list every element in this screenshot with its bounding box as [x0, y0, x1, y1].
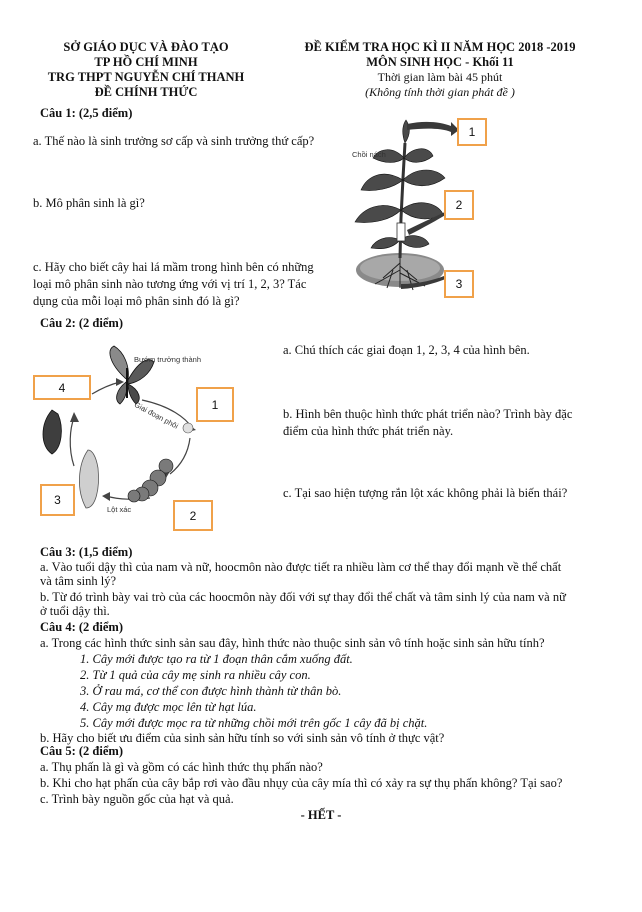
q4-part-b: b. Hãy cho biết ưu điểm của sinh sản hữu tính so với sinh sản vô tính ở thực vật?: [40, 731, 445, 745]
q3-part-a-line1: a. Vào tuổi dậy thì của nam và nữ, hoocmôn nào được tiết ra nhiều làm cơ thể thay đổi mạnh về thể chất: [40, 560, 562, 574]
q2-part-c: c. Tại sao hiện tượng rắn lột xác không phải là biến thái?: [283, 486, 568, 500]
q1-part-c-line3: dụng của mỗi loại mô phân sinh đó là gì?: [33, 294, 240, 308]
butterfly-adult-label: Bướm trưởng thành: [134, 355, 201, 364]
q4-item-5: 5. Cây mới được mọc ra từ những chồi mới trên gốc 1 cây đã bị chặt.: [80, 716, 428, 730]
q1-part-a: a. Thế nào là sinh trưởng sơ cấp và sinh trưởng thứ cấp?: [33, 134, 315, 148]
exam-title: ĐỀ KIỂM TRA HỌC KÌ II NĂM HỌC 2018 -2019: [304, 40, 576, 54]
q2-part-b-line1: b. Hình bên thuộc hình thức phát triển nào? Trình bày đặc: [283, 407, 573, 421]
q1-title: Câu 1: (2,5 điểm): [40, 106, 133, 120]
plant-box-1: 1: [457, 118, 487, 146]
q4-item-1: 1. Cây mới được tạo ra từ 1 đoạn thân cắm xuống đất.: [80, 652, 353, 666]
molting-label: Lột xác: [107, 505, 132, 514]
q4-item-4: 4. Cây mạ được mọc lên từ hạt lúa.: [80, 700, 257, 714]
q4-title: Câu 4: (2 điểm): [40, 620, 123, 634]
q5-part-a: a. Thụ phấn là gì và gồm có các hình thức thụ phấn nào?: [40, 760, 323, 774]
q3-part-a-line2: và tâm sinh lý?: [40, 574, 117, 588]
q1-part-c-line2: loại mô phân sinh nào tương ứng với vị trí 1, 2, 3? Tác: [33, 277, 307, 291]
exam-time: Thời gian làm bài 45 phút: [377, 70, 503, 84]
q2-title: Câu 2: (2 điểm): [40, 316, 123, 330]
q4-item-2: 2. Từ 1 quả của cây mẹ sinh ra nhiều cây con.: [80, 668, 311, 682]
q3-part-b-line2: ở tuổi dậy thì.: [40, 604, 110, 618]
cycle-box-1: 1: [196, 387, 234, 422]
q4-part-a: a. Trong các hình thức sinh sản sau đây, hình thức nào thuộc sinh sản vô tính hoặc sinh sản hữu tính?: [40, 636, 545, 650]
q5-title: Câu 5: (2 điểm): [40, 744, 123, 758]
q1-part-b: b. Mô phân sinh là gì?: [33, 196, 145, 210]
q2-part-a: a. Chú thích các giai đoạn 1, 2, 3, 4 của hình bên.: [283, 343, 530, 357]
school-department: SỞ GIÁO DỤC VÀ ĐÀO TẠO: [63, 40, 229, 54]
q5-part-b: b. Khi cho hạt phấn của cây bắp rơi vào đầu nhụy của cây mía thì có xảy ra sự thụ phấn không? Tại sao?: [40, 776, 563, 790]
exam-time-note: (Không tính thời gian phát đề ): [365, 85, 515, 99]
official-label: ĐỀ CHÍNH THỨC: [94, 85, 198, 99]
cycle-box-3: 3: [40, 484, 75, 516]
plant-box-2: 2: [444, 190, 474, 220]
embryo-stage-label: Giai đoạn phôi: [132, 400, 180, 431]
q3-title: Câu 3: (1,5 điểm): [40, 545, 133, 559]
cycle-box-2: 2: [173, 500, 213, 531]
q3-part-b-line1: b. Từ đó trình bày vai trò của các hoocmôn này đối với sự thay đổi thể chất và tâm sinh lý của nam và nữ: [40, 590, 566, 604]
exam-subject: MÔN SINH HỌC - Khối 11: [366, 55, 514, 69]
cycle-box-4: 4: [33, 375, 91, 400]
q5-part-c: c. Trình bày nguồn gốc của hạt và quả.: [40, 792, 234, 806]
plant-box-3: 3: [444, 270, 474, 298]
q2-part-b-line2: điểm của hình thức phát triển này.: [283, 424, 454, 438]
end-marker: - HẾT -: [300, 808, 342, 822]
q1-part-c-line1: c. Hãy cho biết cây hai lá mầm trong hình bên có những: [33, 260, 314, 274]
plant-bud-label: Chồi nách: [352, 150, 386, 159]
school-city: TP HỒ CHÍ MINH: [94, 55, 198, 69]
school-name: TRG THPT NGUYỄN CHÍ THANH: [47, 70, 245, 84]
q4-item-3: 3. Ở rau má, cơ thể con được hình thành từ thân bò.: [80, 684, 342, 698]
